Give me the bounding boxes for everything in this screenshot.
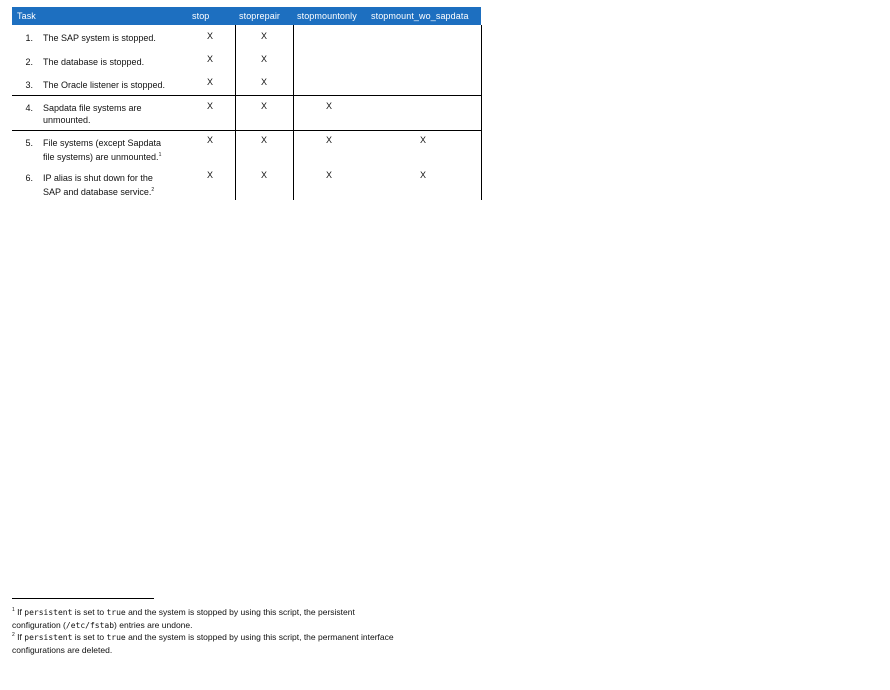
footnote-text: configurations are deleted. [12,644,113,655]
footnote-text: is set to [72,631,107,642]
footnote-separator [12,598,154,599]
task-text: The Oracle listener is stopped. [43,80,166,90]
footnote-ref: 1 [158,152,162,158]
task-table [12,7,481,25]
header-stop: stop [192,11,210,21]
row-number: 3. [25,80,33,90]
stopmountonly-mark: X [325,135,332,145]
task-text [43,102,183,126]
task-text: The SAP system is stopped. [43,33,156,43]
stop-mark: X [206,54,213,64]
footnote-text: and the system is stopped by using this script, the permanent interface [125,631,394,642]
footnote-text: ) entries are undone. [114,619,193,630]
footnote-1 [12,604,482,632]
stopmount-wo-sapdata-mark: X [419,170,426,180]
stop-mark: X [206,31,213,41]
stoprepair-mark: X [260,101,267,111]
footnote-code: persistent [24,632,73,642]
footnote-2 [12,629,482,656]
footnote-marker: 1 [12,607,15,613]
footnote-text: is set to [72,606,107,617]
task-text-line2-wrap [43,149,183,163]
row-number: 4. [25,103,33,113]
footnote-marker: 2 [12,632,15,638]
column-divider [235,25,236,200]
row-number: 1. [25,33,33,43]
row-number: 5. [25,138,33,148]
task-text [43,137,183,163]
stop-mark: X [206,170,213,180]
stoprepair-mark: X [260,31,267,41]
task-text-line1: File systems (except Sapdata [43,138,162,148]
task-text [43,172,183,198]
stopmountonly-mark: X [325,170,332,180]
row-number: 2. [25,57,33,67]
footnote-2-line2 [12,644,482,656]
footnote-ref: 2 [151,187,155,193]
task-text-line2: unmounted. [43,115,91,125]
stopmountonly-mark: X [325,101,332,111]
header-task: Task [17,11,36,21]
row-divider [12,95,482,96]
footnote-text: and the system is stopped by using this script, the persistent [125,606,355,617]
footnote-code: persistent [24,607,73,617]
header-stoprepair: stoprepair [239,11,281,21]
footnote-text: If [17,606,25,617]
task-text-line2: SAP and database service. [43,187,152,197]
footnote-code: /etc/fstab [65,620,115,630]
stop-mark: X [206,101,213,111]
column-divider [293,25,294,200]
stop-mark: X [206,77,213,87]
stoprepair-mark: X [260,170,267,180]
task-text-line2-wrap [43,184,183,198]
stoprepair-mark: X [260,77,267,87]
column-divider [481,25,482,200]
stoprepair-mark: X [260,54,267,64]
header-stopmountonly: stopmountonly [297,11,357,21]
task-text: The database is stopped. [43,57,145,67]
footnote-1-line1 [12,604,482,619]
task-text-line1: Sapdata file systems are [43,103,142,113]
stopmount-wo-sapdata-mark: X [419,135,426,145]
row-number: 6. [25,173,33,183]
task-text-line2: file systems) are unmounted. [43,152,159,162]
footnote-2-line1 [12,629,482,644]
header-stopmount-wo-sapdata: stopmount_wo_sapdata [371,11,469,21]
footnote-text: If [17,631,25,642]
task-text-line1: IP alias is shut down for the [43,173,153,183]
table-header-row [12,7,481,25]
footnote-code: true [106,632,126,642]
row-divider [12,130,482,131]
footnote-code: true [106,607,126,617]
stoprepair-mark: X [260,135,267,145]
footnote-text: configuration ( [12,619,66,630]
stop-mark: X [206,135,213,145]
